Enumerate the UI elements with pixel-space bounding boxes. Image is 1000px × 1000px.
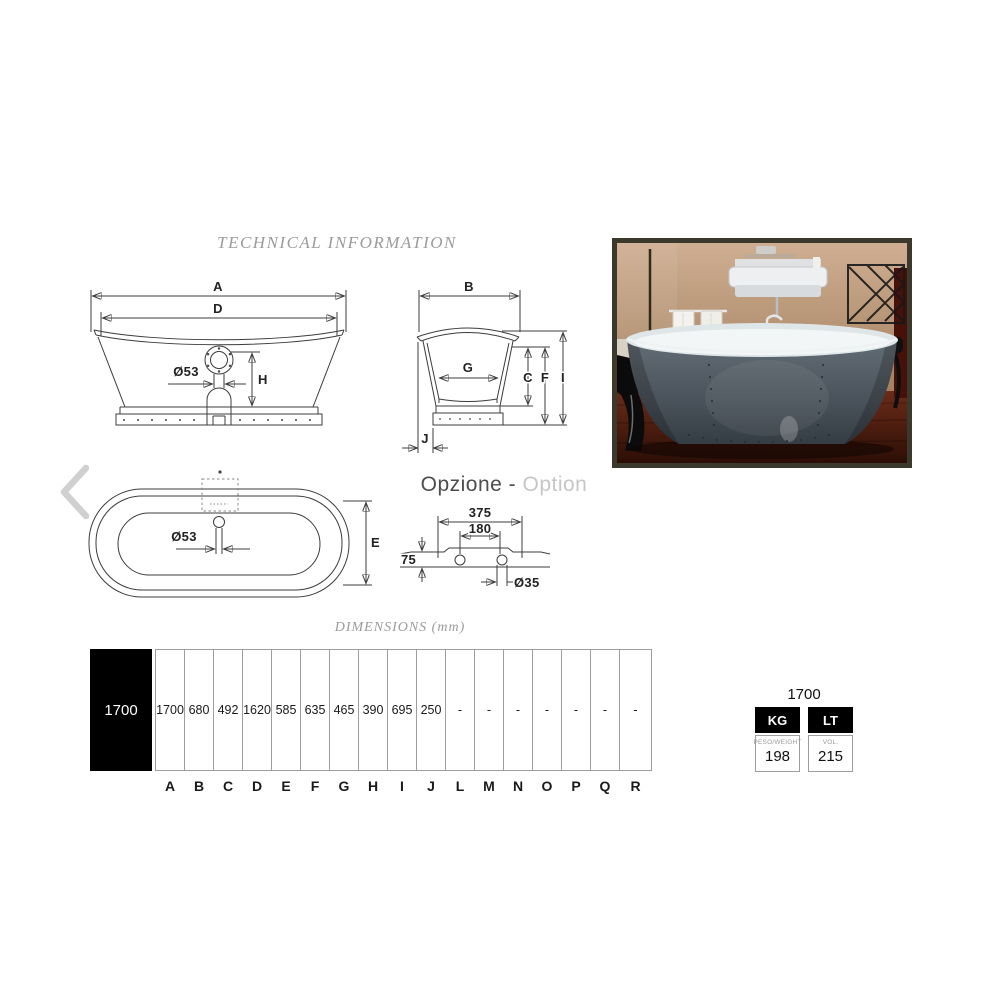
page-title: TECHNICAL INFORMATION — [217, 233, 457, 252]
dim-column-j — [416, 649, 446, 794]
volume-unit: LT — [808, 707, 853, 733]
dim-label-f: F — [540, 370, 550, 385]
dim-value: - — [619, 649, 652, 771]
dim-label-e: E — [371, 535, 380, 550]
dim-label-c: C — [523, 370, 533, 385]
dim-label-g: G — [462, 360, 474, 375]
option-section-title — [404, 473, 604, 497]
dim-column-q — [590, 649, 620, 794]
dim-letter: N — [512, 778, 524, 794]
volume-label: VOL. — [822, 739, 839, 746]
option-detail-drawing — [400, 505, 550, 590]
dim-letter: R — [630, 778, 641, 794]
dim-label-hole-side: Ø53 — [173, 364, 199, 379]
dim-label-d: D — [213, 301, 223, 316]
dim-label-hole-option: Ø35 — [514, 575, 540, 590]
dim-label-180: 180 — [468, 521, 492, 536]
spec-table — [755, 686, 853, 772]
weight-value: 198 — [764, 748, 791, 765]
volume-column — [808, 707, 853, 772]
dim-value: - — [561, 649, 591, 771]
dim-column-f — [300, 649, 330, 794]
dimensions-table — [90, 649, 652, 794]
dim-letter: C — [222, 778, 234, 794]
dim-value: 1700 — [155, 649, 185, 771]
dim-label-j: J — [421, 431, 429, 446]
dim-value: - — [590, 649, 620, 771]
product-photo[interactable] — [612, 238, 912, 468]
dim-column-d — [242, 649, 272, 794]
dim-column-g — [329, 649, 359, 794]
side-view-drawing — [91, 279, 346, 425]
dim-column-l — [445, 649, 475, 794]
dim-letter: G — [338, 778, 350, 794]
dim-value: 680 — [184, 649, 214, 771]
dim-column-b — [184, 649, 214, 794]
dim-column-a — [155, 649, 185, 794]
dim-letter: H — [367, 778, 379, 794]
dim-letter: D — [251, 778, 263, 794]
dim-column-h — [358, 649, 388, 794]
dim-letter: L — [455, 778, 465, 794]
dim-label-375: 375 — [468, 505, 492, 520]
model-number: 1700 — [104, 701, 138, 719]
dim-value: - — [474, 649, 504, 771]
dimensions-table-title: DIMENSIONS (mm) — [334, 620, 466, 635]
optional-faucet-zone — [202, 479, 238, 511]
dim-letter: P — [571, 778, 581, 794]
dim-value: - — [503, 649, 533, 771]
dim-column-i — [387, 649, 417, 794]
option-label-english: Option — [516, 473, 588, 496]
weight-column — [755, 707, 800, 772]
dim-column-m — [474, 649, 504, 794]
dim-label-h: H — [258, 372, 268, 387]
dim-label-a: A — [213, 279, 223, 294]
dim-label-b: B — [464, 279, 474, 294]
dim-letter: A — [164, 778, 176, 794]
dim-value: 492 — [213, 649, 243, 771]
weight-unit: KG — [755, 707, 800, 733]
dim-value: 585 — [271, 649, 301, 771]
dim-letter: M — [483, 778, 495, 794]
front-view-drawing — [402, 279, 567, 453]
dim-letter: E — [281, 778, 291, 794]
dim-value: 695 — [387, 649, 417, 771]
dim-value: - — [532, 649, 562, 771]
dim-label-hole-top: Ø53 — [171, 529, 197, 544]
dim-letter: B — [193, 778, 205, 794]
model-box — [90, 649, 152, 771]
dim-letter: O — [541, 778, 553, 794]
dimension-columns — [156, 649, 652, 794]
dim-value: 1620 — [242, 649, 272, 771]
dim-column-e — [271, 649, 301, 794]
dim-value: - — [445, 649, 475, 771]
dim-letter: F — [310, 778, 320, 794]
bathtub — [626, 323, 898, 444]
dim-label-75: 75 — [400, 552, 416, 567]
dim-column-o — [532, 649, 562, 794]
weight-label: PESO/WEIGHT — [753, 739, 802, 746]
dim-letter: J — [427, 778, 435, 794]
dim-value: 465 — [329, 649, 359, 771]
dim-column-n — [503, 649, 533, 794]
dim-value: 250 — [416, 649, 446, 771]
dim-value: 390 — [358, 649, 388, 771]
dim-letter: Q — [599, 778, 611, 794]
dim-column-c — [213, 649, 243, 794]
dim-column-r — [619, 649, 652, 794]
dim-label-i: I — [561, 370, 565, 385]
top-view-drawing — [89, 470, 380, 597]
option-label-italian: Opzione - — [420, 473, 517, 496]
technical-drawings — [50, 270, 610, 615]
dim-column-p — [561, 649, 591, 794]
bathtub-photo-illustration — [617, 243, 907, 463]
volume-value: 215 — [817, 748, 844, 765]
dim-value: 635 — [300, 649, 330, 771]
dim-letter: I — [400, 778, 404, 794]
spec-model-number: 1700 — [787, 686, 821, 703]
